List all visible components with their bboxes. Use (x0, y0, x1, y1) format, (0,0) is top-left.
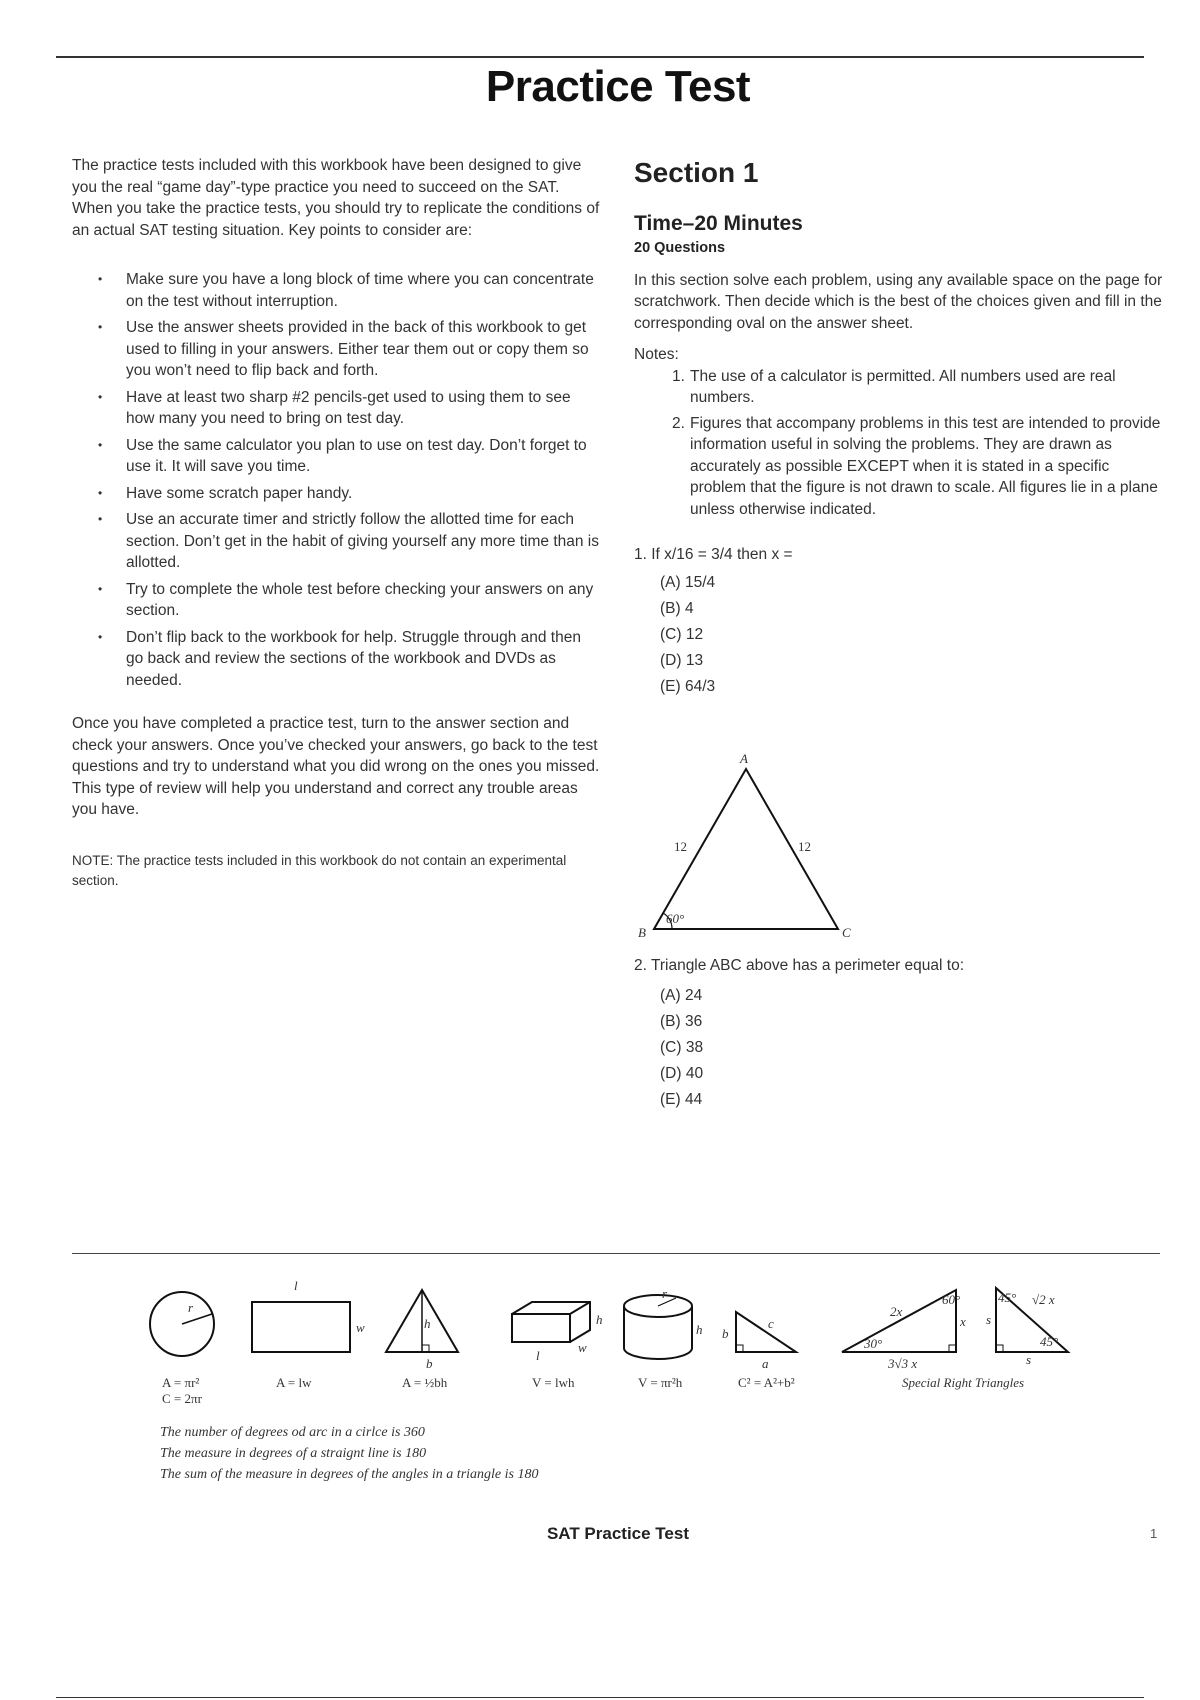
note-number: 2. (672, 414, 685, 432)
top-rule (56, 56, 1144, 58)
special-triangles-caption: Special Right Triangles (902, 1375, 1025, 1390)
hyp-c-label: c (768, 1316, 774, 1331)
leg-b-label: b (722, 1326, 729, 1341)
question-count: 20 Questions (634, 240, 726, 256)
box-height-label: h (596, 1312, 603, 1327)
length-label: l (294, 1278, 298, 1293)
tip-item: • Use the answer sheets provided in the back of this workbook to get used to filling in your answers. Either tear them out or copy them so you won’t need to flip back and forth. (72, 317, 602, 382)
answer-choice: (A) 24 (660, 987, 703, 1004)
answer-choice: (D) 13 (660, 651, 704, 669)
note-item (634, 413, 1164, 521)
rectangle-figure (252, 1278, 365, 1352)
footer-title: SAT Practice Test (546, 1524, 690, 1543)
triangle-30-60-90 (842, 1290, 966, 1371)
section-instructions: In this section solve each problem, using any available space on the page for scratchwork. Then decide which is the best of the choices given and fill in the corresponding oval on the answer sheet. (634, 271, 1163, 332)
base-s-label: s (1026, 1352, 1032, 1367)
cylinder-height-label: h (696, 1322, 703, 1337)
answer-choice: (E) 64/3 (660, 677, 716, 695)
note-text: Figures that accompany problems in this test are intended to provide information useful in solving the problems. They are drawn as accurately as possible EXCEPT when it is stated in a specific problem that the figure is not drawn to scale. All figures lie in a plane unless otherwise indicated. (690, 414, 1161, 518)
notes-list (634, 366, 1164, 521)
fact-line: The number of degrees od arc in a cirlce is 360 (160, 1425, 425, 1440)
right-triangle-figure (722, 1312, 796, 1371)
fact-line: The sum of the measure in degrees of the angles in a triangle is 180 (160, 1467, 539, 1482)
cylinder-radius-label: r (662, 1286, 668, 1301)
section-time: Time–20 Minutes (634, 212, 803, 235)
answer-choice: (E) 44 (660, 1091, 703, 1108)
tip-item: • Have at least two sharp #2 pencils-get used to using them to see how many you need to bring on test day. (72, 387, 602, 430)
triangle-area-formula: A = ½bh (402, 1375, 448, 1390)
question-1: 1. If x/16 = 3/4 then x = (634, 546, 793, 563)
circle-area-formula: A = πr² (162, 1375, 200, 1390)
notes-label: Notes: (634, 346, 679, 363)
intro-paragraph: The practice tests included with this workbook have been designed to give you the real “game day”-type practice you need to succeed on the SAT. When you take the practice tests, you should try to replicate the conditions of an actual SAT testing situation. Key points to consider are: (72, 157, 600, 239)
leg-s-label: s (986, 1312, 992, 1327)
box-length-label: l (536, 1348, 540, 1363)
section-title: Section 1 (634, 157, 759, 188)
answer-choice: (C) 38 (660, 1039, 704, 1056)
note-item (634, 366, 1164, 409)
width-label: w (356, 1320, 365, 1335)
tip-item: • Use the same calculator you plan to use on test day. Don’t forget to use it. It will save you time. (72, 435, 602, 478)
cylinder-figure (624, 1286, 703, 1359)
page-number: 1 (1150, 1526, 1158, 1541)
box-volume-formula: V = lwh (532, 1375, 575, 1390)
tip-item: • Have some scratch paper handy. (72, 483, 602, 505)
section-column (634, 155, 1164, 702)
side-ac-label: 12 (798, 839, 811, 854)
side-ab-label: 12 (674, 839, 687, 854)
triangle-45-45-90 (986, 1288, 1068, 1367)
triangle-abc-figure (634, 745, 874, 945)
hyp-2x-label: 2x (890, 1304, 903, 1319)
pythagorean-formula: C² = A²+b² (738, 1375, 795, 1390)
height-label: h (424, 1316, 431, 1331)
closing-paragraph: Once you have completed a practice test, turn to the answer section and check your answers. Once you’ve checked your answers, go back to the test questions and try to understand what you did wrong on the ones you missed. This type of review will help you understand and correct any trouble areas you have. (72, 715, 600, 818)
answer-choice: (C) 12 (660, 625, 704, 643)
note-paragraph: NOTE: The practice tests included in this workbook do not contain an experimental section. (72, 852, 567, 888)
radius-label: r (188, 1300, 194, 1315)
box-width-label: w (578, 1340, 587, 1355)
instructions-column (72, 155, 602, 891)
box-figure (512, 1302, 603, 1363)
page-title: Practice Test (485, 62, 751, 111)
tip-item: • Don’t flip back to the workbook for help. Struggle through and then go back and review the sections of the workbook and DVDs as needed. (72, 627, 602, 692)
base-label: b (426, 1356, 433, 1371)
rectangle-area-formula: A = lw (276, 1375, 312, 1390)
question-2: 2. Triangle ABC above has a perimeter equal to: (634, 957, 965, 974)
vertex-c-label: C (842, 925, 851, 940)
formula-divider (72, 1253, 1160, 1254)
answer-choice: (B) 4 (660, 599, 694, 617)
tip-item: • Make sure you have a long block of time where you can concentrate on the test without interruption. (72, 269, 602, 312)
fact-line: The measure in degrees of a straignt line is 180 (160, 1446, 427, 1461)
bottom-rule (56, 1697, 1144, 1698)
question-2-block (634, 955, 1164, 1115)
leg-3sqrt3x-label: 3√3 x (888, 1356, 918, 1371)
vertex-a-label: A (740, 751, 748, 766)
note-text: The use of a calculator is permitted. All numbers used are real numbers. (690, 367, 1116, 406)
angle-b-label: 60° (666, 911, 685, 926)
angle-45-top-label: 45° (998, 1290, 1017, 1305)
reference-facts (160, 1422, 538, 1485)
hyp-sqrt2x-label: √2 x (1032, 1292, 1055, 1307)
answer-choice: (A) 15/4 (660, 573, 716, 591)
question-2-choices (660, 985, 1164, 1111)
tip-item: • Try to complete the whole test before checking your answers on any section. (72, 579, 602, 622)
tip-item: • Use an accurate timer and strictly follow the allotted time for each section. Don’t get in the habit of giving yourself any more time than is allotted. (72, 509, 602, 574)
angle-30-label: 30° (864, 1336, 883, 1351)
question-1-choices (660, 572, 1164, 698)
note-number: 1. (672, 367, 685, 385)
tips-list (72, 269, 602, 691)
angle-60-label: 60° (942, 1292, 961, 1307)
circle-circumference-formula: C = 2πr (162, 1391, 202, 1406)
leg-x-label: x (960, 1314, 966, 1329)
cylinder-volume-formula: V = πr²h (638, 1375, 683, 1390)
reference-formulas (140, 1268, 1100, 1408)
circle-figure (150, 1292, 214, 1356)
angle-45-bottom-label: 45° (1040, 1334, 1059, 1349)
leg-a-label: a (762, 1356, 769, 1371)
answer-choice: (D) 40 (660, 1065, 704, 1082)
answer-choice: (B) 36 (660, 1013, 703, 1030)
vertex-b-label: B (638, 925, 646, 940)
triangle-figure (386, 1290, 458, 1371)
